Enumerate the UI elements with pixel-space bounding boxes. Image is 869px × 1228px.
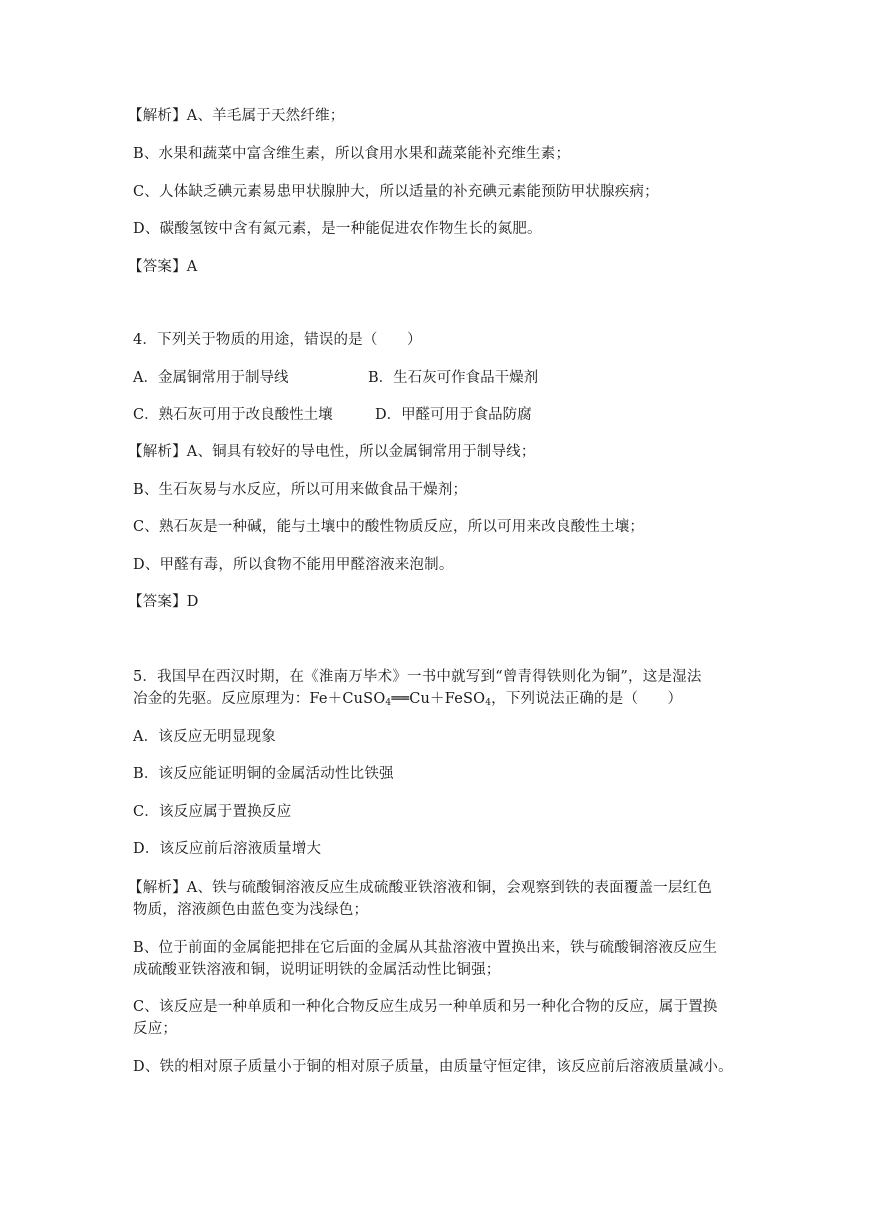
q4-answer: 【答案】D (128, 594, 199, 610)
q4-analysis-c: C、熟石灰是一种碱，能与土壤中的酸性物质反应，所以可用来改良酸性土壤； (133, 519, 645, 535)
q4-option-b: B．生石灰可作食品干燥剂 (368, 370, 539, 386)
q4-option-a: A．金属铜常用于制导线 (133, 370, 289, 386)
q3-answer: 【答案】A (128, 259, 198, 275)
q5-analysis-d: D、铁的相对原子质量小于铜的相对原子质量，由质量守恒定律，该反应前后溶液质量减小。 (133, 1059, 733, 1075)
q5-analysis-a-line-2: 物质，溶液颜色由蓝色变为浅绿色； (133, 902, 369, 918)
q5-option-a: A．该反应无明显现象 (133, 729, 276, 745)
q5-subscript-4a: 4 (385, 698, 392, 708)
q5-analysis-c-line-1: C、该反应是一种单质和一种化合物反应生成另一种单质和另一种化合物的反应，属于置换 (133, 999, 718, 1015)
q5-subscript-4b: 4 (485, 698, 492, 708)
q4-option-c: C．熟石灰可用于改良酸性土壤 (133, 407, 333, 423)
q5-stem-text-post: ，下列说法正确的是（ ） (491, 691, 683, 707)
q3-analysis-b: B、水果和蔬菜中富含维生素，所以食用水果和蔬菜能补充维生素； (133, 146, 571, 162)
q4-option-d: D．甲醛可用于食品防腐 (375, 407, 532, 423)
q4-analysis-d: D、甲醛有毒，所以食物不能用甲醛溶液来泡制。 (133, 557, 454, 573)
q5-stem-text-mid: ══Cu＋FeSO (391, 691, 486, 707)
q5-stem-text-pre: 冶金的先驱。反应原理为：Fe＋CuSO (133, 691, 386, 707)
q4-analysis-a: 【解析】A、铜具有较好的导电性，所以金属铜常用于制导线； (128, 444, 536, 460)
q5-option-c: C．该反应属于置换反应 (133, 804, 292, 820)
q5-analysis-a-line-1: 【解析】A、铁与硫酸铜溶液反应生成硫酸亚铁溶液和铜，会观察到铁的表面覆盖一层红色 (128, 880, 712, 896)
q5-analysis-b-line-1: B、位于前面的金属能把排在它后面的金属从其盐溶液中置换出来，铁与硫酸铜溶液反应生 (133, 940, 718, 956)
q3-analysis-c: C、人体缺乏碘元素易患甲状腺肿大，所以适量的补充碘元素能预防甲状腺疾病； (133, 184, 659, 200)
q3-analysis-d: D、碳酸氢铵中含有氮元素，是一种能促进农作物生长的氮肥。 (133, 221, 542, 237)
q4-analysis-b: B、生石灰易与水反应，所以可用来做食品干燥剂； (133, 482, 468, 498)
q3-analysis-a: 【解析】A、羊毛属于天然纤维； (128, 108, 345, 124)
q4-stem: 4．下列关于物质的用途，错误的是（ ） (133, 332, 422, 348)
q5-option-d: D．该反应前后溶液质量增大 (133, 841, 322, 857)
q5-option-b: B．该反应能证明铜的金属活动性比铁强 (133, 766, 394, 782)
q5-stem-line-2 (133, 689, 682, 713)
q5-analysis-b-line-2: 成硫酸亚铁溶液和铜，说明证明铁的金属活动性比铜强； (133, 962, 501, 978)
q5-stem-line-1: 5．我国早在西汉时期，在《淮南万毕术》一书中就写到“曾青得铁则化为铜”，这是湿法 (133, 669, 702, 685)
q5-analysis-c-line-2: 反应； (133, 1021, 178, 1037)
